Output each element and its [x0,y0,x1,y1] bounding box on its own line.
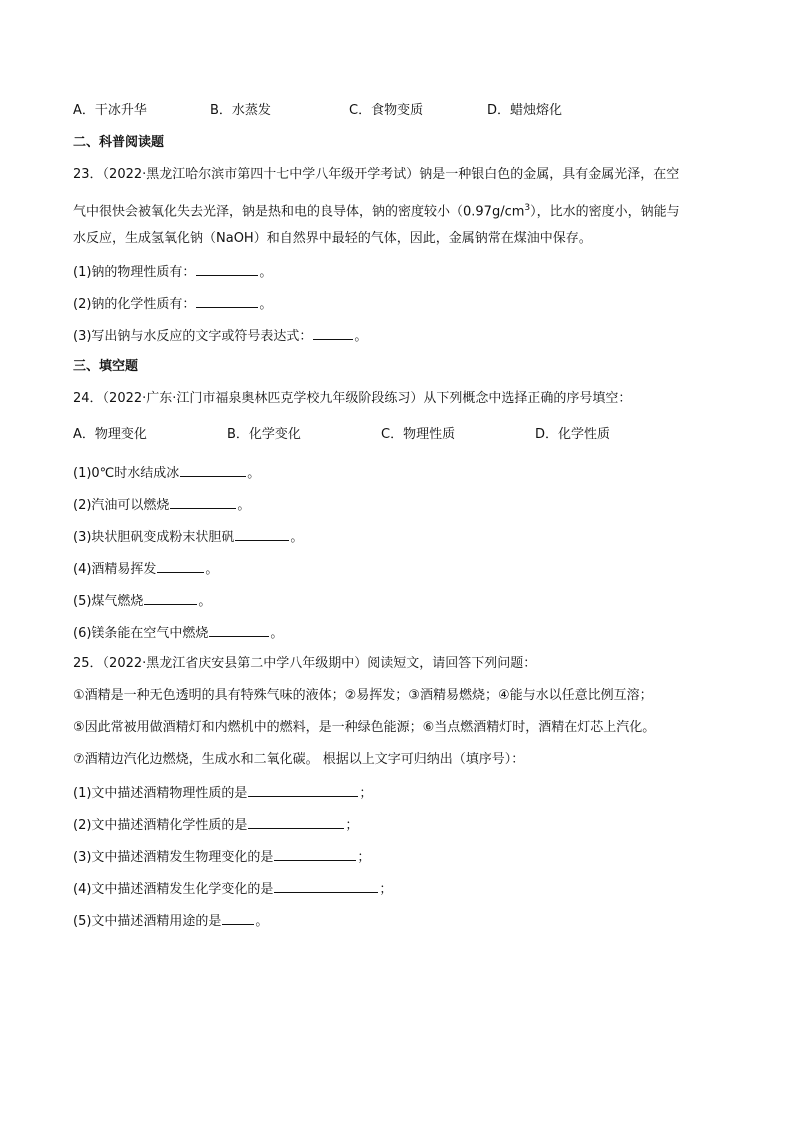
q23-sub1 [73,261,272,283]
q23-sub3-label: (3)写出钠与水反应的文字或符号表达式： [73,329,313,344]
answer-blank[interactable] [144,590,197,605]
answer-blank[interactable] [274,846,356,861]
q24-sub4-label: (4)酒精易挥发 [73,562,157,577]
q23-line2-text-end: ），比水的密度小，钠能与 [530,204,680,220]
q22-option-d: D．蜡烛熔化 [487,103,563,118]
q24-sub3-label: (3)块状胆矾变成粉末状胆矾 [73,530,235,545]
q25-sub1-label: (1)文中描述酒精物理性质的是 [73,786,248,801]
q24-sub5-label: (5)煤气燃烧 [73,594,144,609]
period: 。 [198,594,212,609]
semicolon: ； [345,818,359,833]
q24-option-a: A．物理变化 [73,427,147,442]
period: 。 [259,265,273,280]
q23-stem-line3: 水反应，生成氢氧化钠（NaOH）和自然界中最轻的气体，因此，金属钠常在煤油中保存。 [73,231,592,246]
q24-sub5 [73,590,211,612]
period: 。 [247,466,261,481]
answer-blank[interactable] [248,814,344,829]
q25-passage-line3: ⑦酒精边汽化边燃烧，生成水和二氧化碳。 根据以上文字可归纳出（填序号）： [73,752,525,767]
q25-sub4-label: (4)文中描述酒精发生化学变化的是 [73,882,274,897]
q24-sub2-label: (2)汽油可以燃烧 [73,498,170,513]
q24-sub4 [73,558,218,580]
q22-option-c: C．食物变质 [349,103,424,118]
q25-passage-line1: ①酒精是一种无色透明的具有特殊气味的液体；②易挥发；③酒精易燃烧；④能与水以任意比例互溶； [73,688,653,703]
q23-sub3 [73,325,367,347]
semicolon: ； [357,850,371,865]
answer-blank[interactable] [248,782,358,797]
answer-blank[interactable] [235,526,289,541]
q23-stem-line1: 23．（2022·黑龙江哈尔滨市第四十七中学八年级开学考试）钠是一种银白色的金属，具有金属光泽，在空 [73,167,680,182]
q25-sub4 [73,878,392,900]
answer-blank[interactable] [157,558,204,573]
period: 。 [255,914,269,929]
q23-stem-line2 [73,198,680,222]
q24-option-d: D．化学性质 [535,427,611,442]
q23-superscript: 3 [524,203,531,213]
answer-blank[interactable] [180,462,246,477]
q25-sub3-label: (3)文中描述酒精发生物理变化的是 [73,850,274,865]
q22-option-a: A．干冰升华 [73,103,147,118]
section-heading-fill: 三、填空题 [73,359,139,374]
q23-line2-text: 气中很快会被氧化失去光泽，钠是热和电的良导体，钠的密度较小（0.97g/cm [73,204,525,220]
q24-sub1 [73,462,260,484]
period: 。 [270,626,284,641]
semicolon: ； [359,786,373,801]
q24-stem: 24．（2022·广东·江门市福泉奥林匹克学校九年级阶段练习）从下列概念中选择正确的序号填空： [73,391,632,406]
q25-sub2-label: (2)文中描述酒精化学性质的是 [73,818,248,833]
q24-sub2 [73,494,250,516]
q25-sub2 [73,814,358,836]
q24-option-c: C．物理性质 [381,427,456,442]
q25-stem: 25．（2022·黑龙江省庆安县第二中学八年级期中）阅读短文，请回答下列问题： [73,656,537,671]
period: 。 [259,297,273,312]
answer-blank[interactable] [209,622,269,637]
period: 。 [237,498,251,513]
q25-passage-line2: ⑤因此常被用做酒精灯和内燃机中的燃料，是一种绿色能源；⑥当点燃酒精灯时，酒精在灯芯上汽化。 [73,720,656,735]
q24-sub1-label: (1)0℃时水结成冰 [73,466,180,481]
answer-blank[interactable] [313,325,353,340]
period: 。 [290,530,304,545]
q24-sub3 [73,526,303,548]
period: 。 [205,562,219,577]
q23-sub1-label: (1)钠的物理性质有： [73,265,196,280]
semicolon: ； [379,882,393,897]
q23-sub2 [73,293,272,315]
answer-blank[interactable] [170,494,236,509]
answer-blank[interactable] [222,910,254,925]
q24-sub6-label: (6)镁条能在空气中燃烧 [73,626,209,641]
q25-sub5-label: (5)文中描述酒精用途的是 [73,914,222,929]
period: 。 [354,329,368,344]
section-heading-reading: 二、科普阅读题 [73,135,165,150]
q22-option-b: B．水蒸发 [210,103,271,118]
q24-sub6 [73,622,283,644]
q23-sub2-label: (2)钠的化学性质有： [73,297,196,312]
q25-sub3 [73,846,370,868]
q25-sub1 [73,782,372,804]
q25-sub5 [73,910,268,932]
answer-blank[interactable] [196,293,258,308]
answer-blank[interactable] [196,261,258,276]
q24-option-b: B．化学变化 [227,427,301,442]
answer-blank[interactable] [274,878,378,893]
